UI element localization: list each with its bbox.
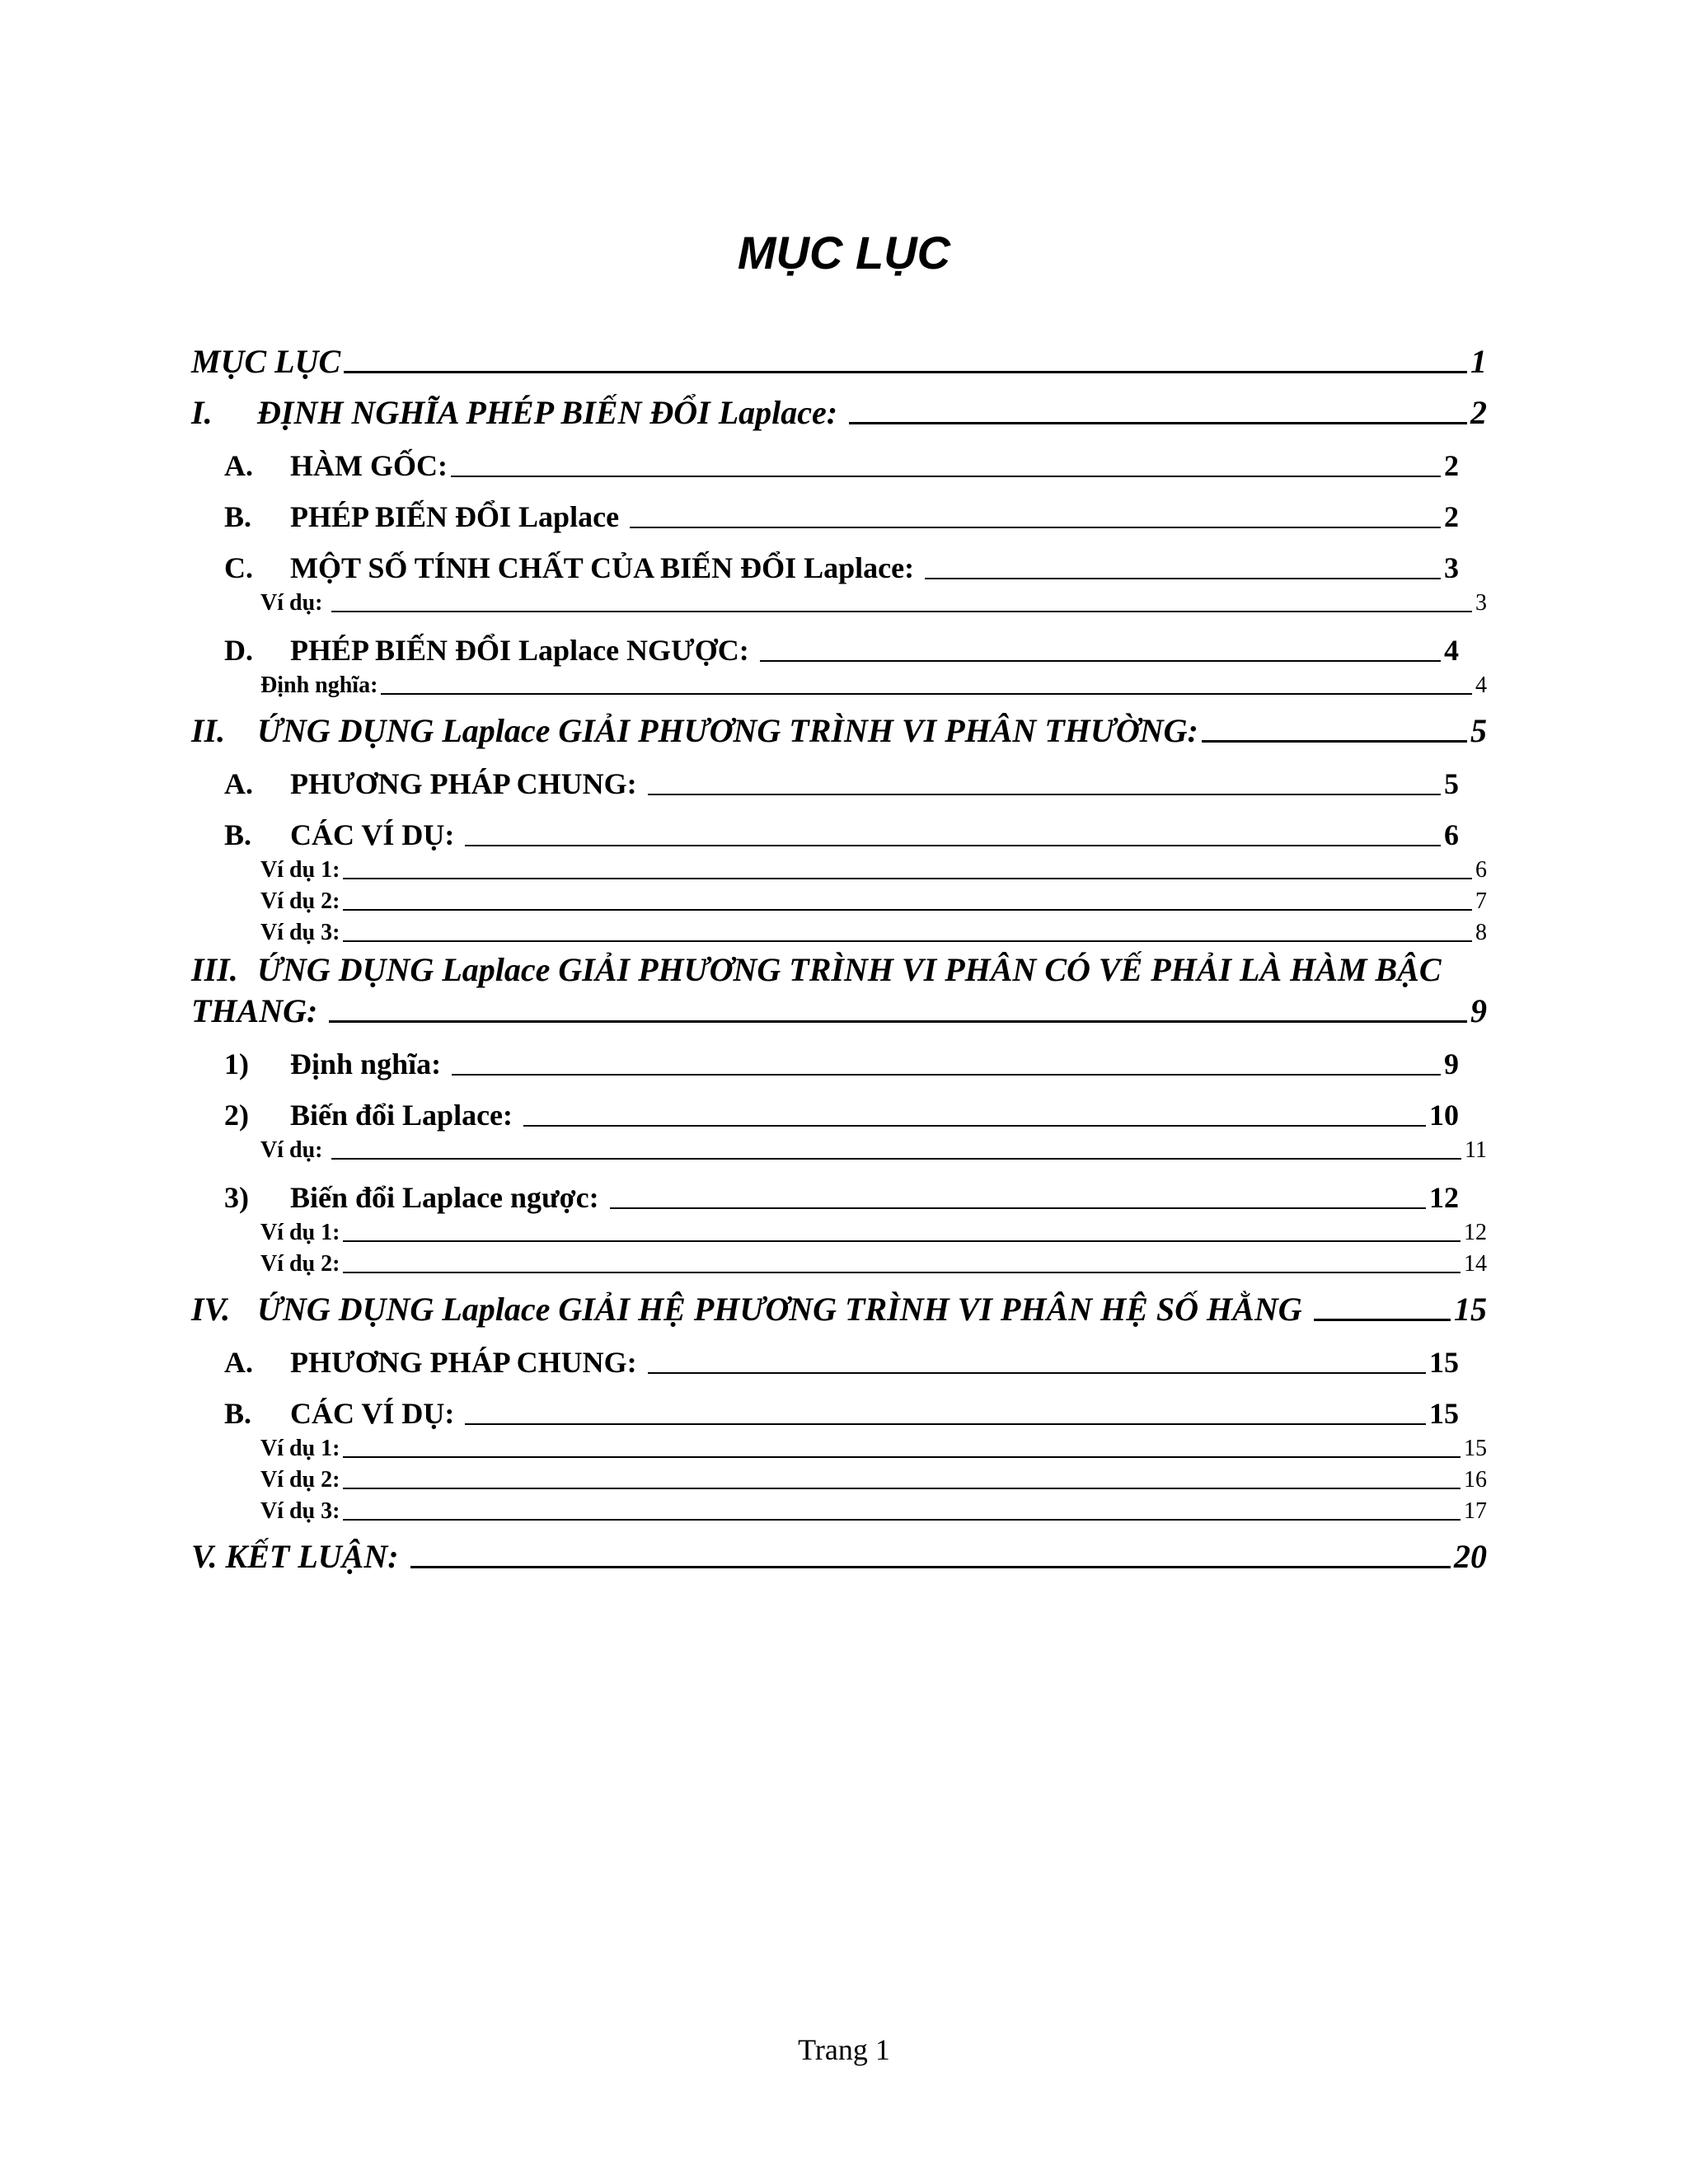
toc-entry-label: A. <box>224 767 253 800</box>
toc-page-number: 6 <box>1444 818 1459 851</box>
toc-entry-text: Ví dụ 2: <box>260 888 340 914</box>
toc-leader-line <box>452 1074 1441 1076</box>
toc-entry-label: C. <box>224 551 253 584</box>
toc-page-number: 7 <box>1475 888 1487 914</box>
toc-entry-text: PHƯƠNG PHÁP CHUNG: <box>290 767 645 800</box>
toc-page-number: 17 <box>1464 1498 1487 1524</box>
toc-entry-text: PHÉP BIẾN ĐỔI Laplace NGƯỢC: <box>290 634 757 667</box>
toc-page-number: 2 <box>1470 394 1487 431</box>
toc-page-number: 9 <box>1444 1047 1459 1080</box>
table-of-contents <box>191 330 1487 1576</box>
toc-entry-label: B. <box>224 500 252 533</box>
toc-entry-text: Ví dụ 2: <box>260 1467 340 1493</box>
toc-entry-text: ĐỊNH NGHĨA PHÉP BIẾN ĐỔI Laplace: <box>257 394 846 431</box>
toc-leader-line <box>410 1566 1451 1568</box>
toc-leader-line <box>331 1158 1461 1160</box>
toc-entry-text: ỨNG DỤNG Laplace GIẢI HỆ PHƯƠNG TRÌNH VI PHÂN HỆ SỐ HẰNG <box>257 1291 1311 1328</box>
toc-entry-text: PHÉP BIẾN ĐỔI Laplace <box>290 500 627 533</box>
toc-leader-line <box>451 476 1441 477</box>
toc-page-number: 1 <box>1470 343 1487 380</box>
toc-entry-text: MỤC LỤC <box>191 343 341 380</box>
toc-entry-text: ỨNG DỤNG Laplace GIẢI PHƯƠNG TRÌNH VI PHÂN THƯỜNG: <box>257 712 1198 749</box>
toc-entry-label: I. <box>191 394 213 431</box>
toc-page-number: 14 <box>1464 1251 1487 1277</box>
toc-leader-line <box>343 1519 1461 1521</box>
toc-entry[interactable] <box>191 915 1487 946</box>
toc-page-number: 12 <box>1464 1220 1487 1245</box>
toc-page-number: 10 <box>1429 1099 1459 1132</box>
toc-leader-line <box>344 371 1467 373</box>
toc-entry[interactable] <box>191 1164 1487 1215</box>
toc-entry[interactable] <box>191 852 1487 883</box>
toc-page-number: 8 <box>1475 920 1487 945</box>
toc-leader-line <box>648 794 1441 795</box>
toc-page-number: 16 <box>1464 1467 1487 1493</box>
toc-entry-text: PHƯƠNG PHÁP CHUNG: <box>290 1346 645 1379</box>
toc-leader-line <box>343 1488 1461 1489</box>
toc-entry-text: CÁC VÍ DỤ: <box>290 1397 462 1430</box>
toc-leader-line <box>1314 1319 1451 1321</box>
toc-entry[interactable] <box>191 1081 1487 1132</box>
toc-leader-line <box>343 940 1472 942</box>
toc-page-number: 2 <box>1444 500 1459 533</box>
toc-entry[interactable] <box>191 1525 1487 1576</box>
toc-leader-line <box>925 578 1441 579</box>
toc-entry[interactable] <box>191 668 1487 699</box>
toc-entry[interactable] <box>191 1462 1487 1493</box>
toc-entry[interactable] <box>191 534 1487 585</box>
toc-leader-line <box>610 1207 1426 1209</box>
toc-leader-line <box>523 1125 1426 1127</box>
toc-entry-label: A. <box>224 1346 253 1379</box>
toc-entry-label: III. <box>191 951 238 988</box>
toc-leader-line <box>465 1423 1426 1425</box>
toc-leader-line <box>331 611 1472 612</box>
toc-entry-label: 1) <box>224 1047 249 1080</box>
toc-entry[interactable] <box>191 616 1487 668</box>
toc-page-number: 4 <box>1475 673 1487 698</box>
toc-entry[interactable] <box>191 330 1487 381</box>
toc-entry[interactable] <box>191 1277 1487 1329</box>
toc-entry-text: Biến đổi Laplace ngược: <box>290 1181 607 1214</box>
toc-page-number: 15 <box>1454 1291 1487 1328</box>
toc-leader-line <box>381 693 1472 695</box>
toc-entry[interactable] <box>191 1215 1487 1246</box>
toc-entry-label: II. <box>191 712 226 749</box>
toc-entry-text: Biến đổi Laplace: <box>290 1099 521 1132</box>
toc-entry-label: IV. <box>191 1291 231 1328</box>
toc-entry[interactable] <box>191 883 1487 915</box>
toc-entry-label: 2) <box>224 1099 249 1132</box>
toc-entry-text: MỘT SỐ TÍNH CHẤT CỦA BIẾN ĐỔI Laplace: <box>290 551 922 584</box>
toc-page-number: 12 <box>1429 1181 1459 1214</box>
toc-leader-line <box>329 1020 1467 1023</box>
toc-entry[interactable] <box>191 1493 1487 1525</box>
toc-entry[interactable] <box>191 432 1487 483</box>
toc-leader-line <box>343 1272 1461 1273</box>
toc-entry-text: Ví dụ 1: <box>260 1436 340 1461</box>
toc-entry-label: B. <box>224 1397 252 1430</box>
toc-entry[interactable] <box>191 1329 1487 1380</box>
toc-leader-line <box>1202 740 1467 743</box>
toc-entry[interactable] <box>191 1380 1487 1431</box>
toc-entry-text: Định nghĩa: <box>290 1047 449 1080</box>
toc-entry-text: Ví dụ 1: <box>260 1220 340 1245</box>
toc-entry-text: Ví dụ 1: <box>260 857 340 883</box>
toc-entry[interactable] <box>191 1132 1487 1164</box>
page-footer: Trang 1 <box>798 2033 890 2066</box>
toc-entry[interactable] <box>191 1246 1487 1277</box>
toc-leader-line <box>465 845 1441 846</box>
toc-page-number: 2 <box>1444 449 1459 482</box>
toc-entry-text: Ví dụ 2: <box>260 1251 340 1277</box>
toc-entry-text: HÀM GỐC: <box>290 449 448 482</box>
toc-entry-text: THANG: <box>191 992 326 1029</box>
toc-entry[interactable] <box>191 699 1487 750</box>
toc-page-number: 6 <box>1475 857 1487 883</box>
toc-entry-text: Định nghĩa: <box>260 673 378 698</box>
toc-entry[interactable] <box>191 989 1487 1030</box>
toc-leader-line <box>648 1372 1426 1374</box>
toc-entry-text: CÁC VÍ DỤ: <box>290 818 462 851</box>
toc-page-number: 4 <box>1444 634 1459 667</box>
toc-page-number: 3 <box>1475 590 1487 616</box>
toc-entry[interactable] <box>191 483 1487 534</box>
toc-page-number: 15 <box>1429 1397 1459 1430</box>
toc-leader-line <box>849 422 1467 424</box>
toc-leader-line <box>760 660 1441 662</box>
toc-page-number: 20 <box>1454 1538 1487 1575</box>
toc-page-number: 3 <box>1444 551 1459 584</box>
toc-entry-label: D. <box>224 634 253 667</box>
toc-leader-line <box>343 878 1472 879</box>
toc-entry-heading[interactable] <box>191 946 1487 989</box>
toc-page-number: 5 <box>1470 712 1487 749</box>
toc-entry-label: 3) <box>224 1181 249 1214</box>
toc-entry-text: Ví dụ 3: <box>260 920 340 945</box>
toc-entry[interactable] <box>191 381 1487 432</box>
toc-entry-text: Ví dụ: <box>260 1137 329 1163</box>
toc-page-number: 15 <box>1464 1436 1487 1461</box>
toc-entry[interactable] <box>191 801 1487 852</box>
toc-leader-line <box>343 1240 1461 1242</box>
toc-entry[interactable] <box>191 1030 1487 1081</box>
toc-entry[interactable] <box>191 1431 1487 1462</box>
toc-leader-line <box>343 909 1472 911</box>
toc-page-number: 15 <box>1429 1346 1459 1379</box>
toc-page-number: 5 <box>1444 767 1459 800</box>
toc-entry[interactable] <box>191 585 1487 616</box>
toc-entry[interactable] <box>191 750 1487 801</box>
toc-entry-label: A. <box>224 449 253 482</box>
toc-leader-line <box>343 1456 1461 1458</box>
toc-page-number: 11 <box>1465 1137 1487 1163</box>
toc-leader-line <box>630 527 1441 528</box>
toc-entry-label: B. <box>224 818 252 851</box>
toc-entry-text: ỨNG DỤNG Laplace GIẢI PHƯƠNG TRÌNH VI PHÂN CÓ VẾ PHẢI LÀ HÀM BẬC <box>257 951 1442 988</box>
page-title: MỤC LỤC <box>737 227 951 279</box>
toc-entry-text: Ví dụ: <box>260 590 329 616</box>
toc-entry-text: V. KẾT LUẬN: <box>191 1538 407 1575</box>
toc-page-number: 9 <box>1470 992 1487 1029</box>
toc-entry-text: Ví dụ 3: <box>260 1498 340 1524</box>
